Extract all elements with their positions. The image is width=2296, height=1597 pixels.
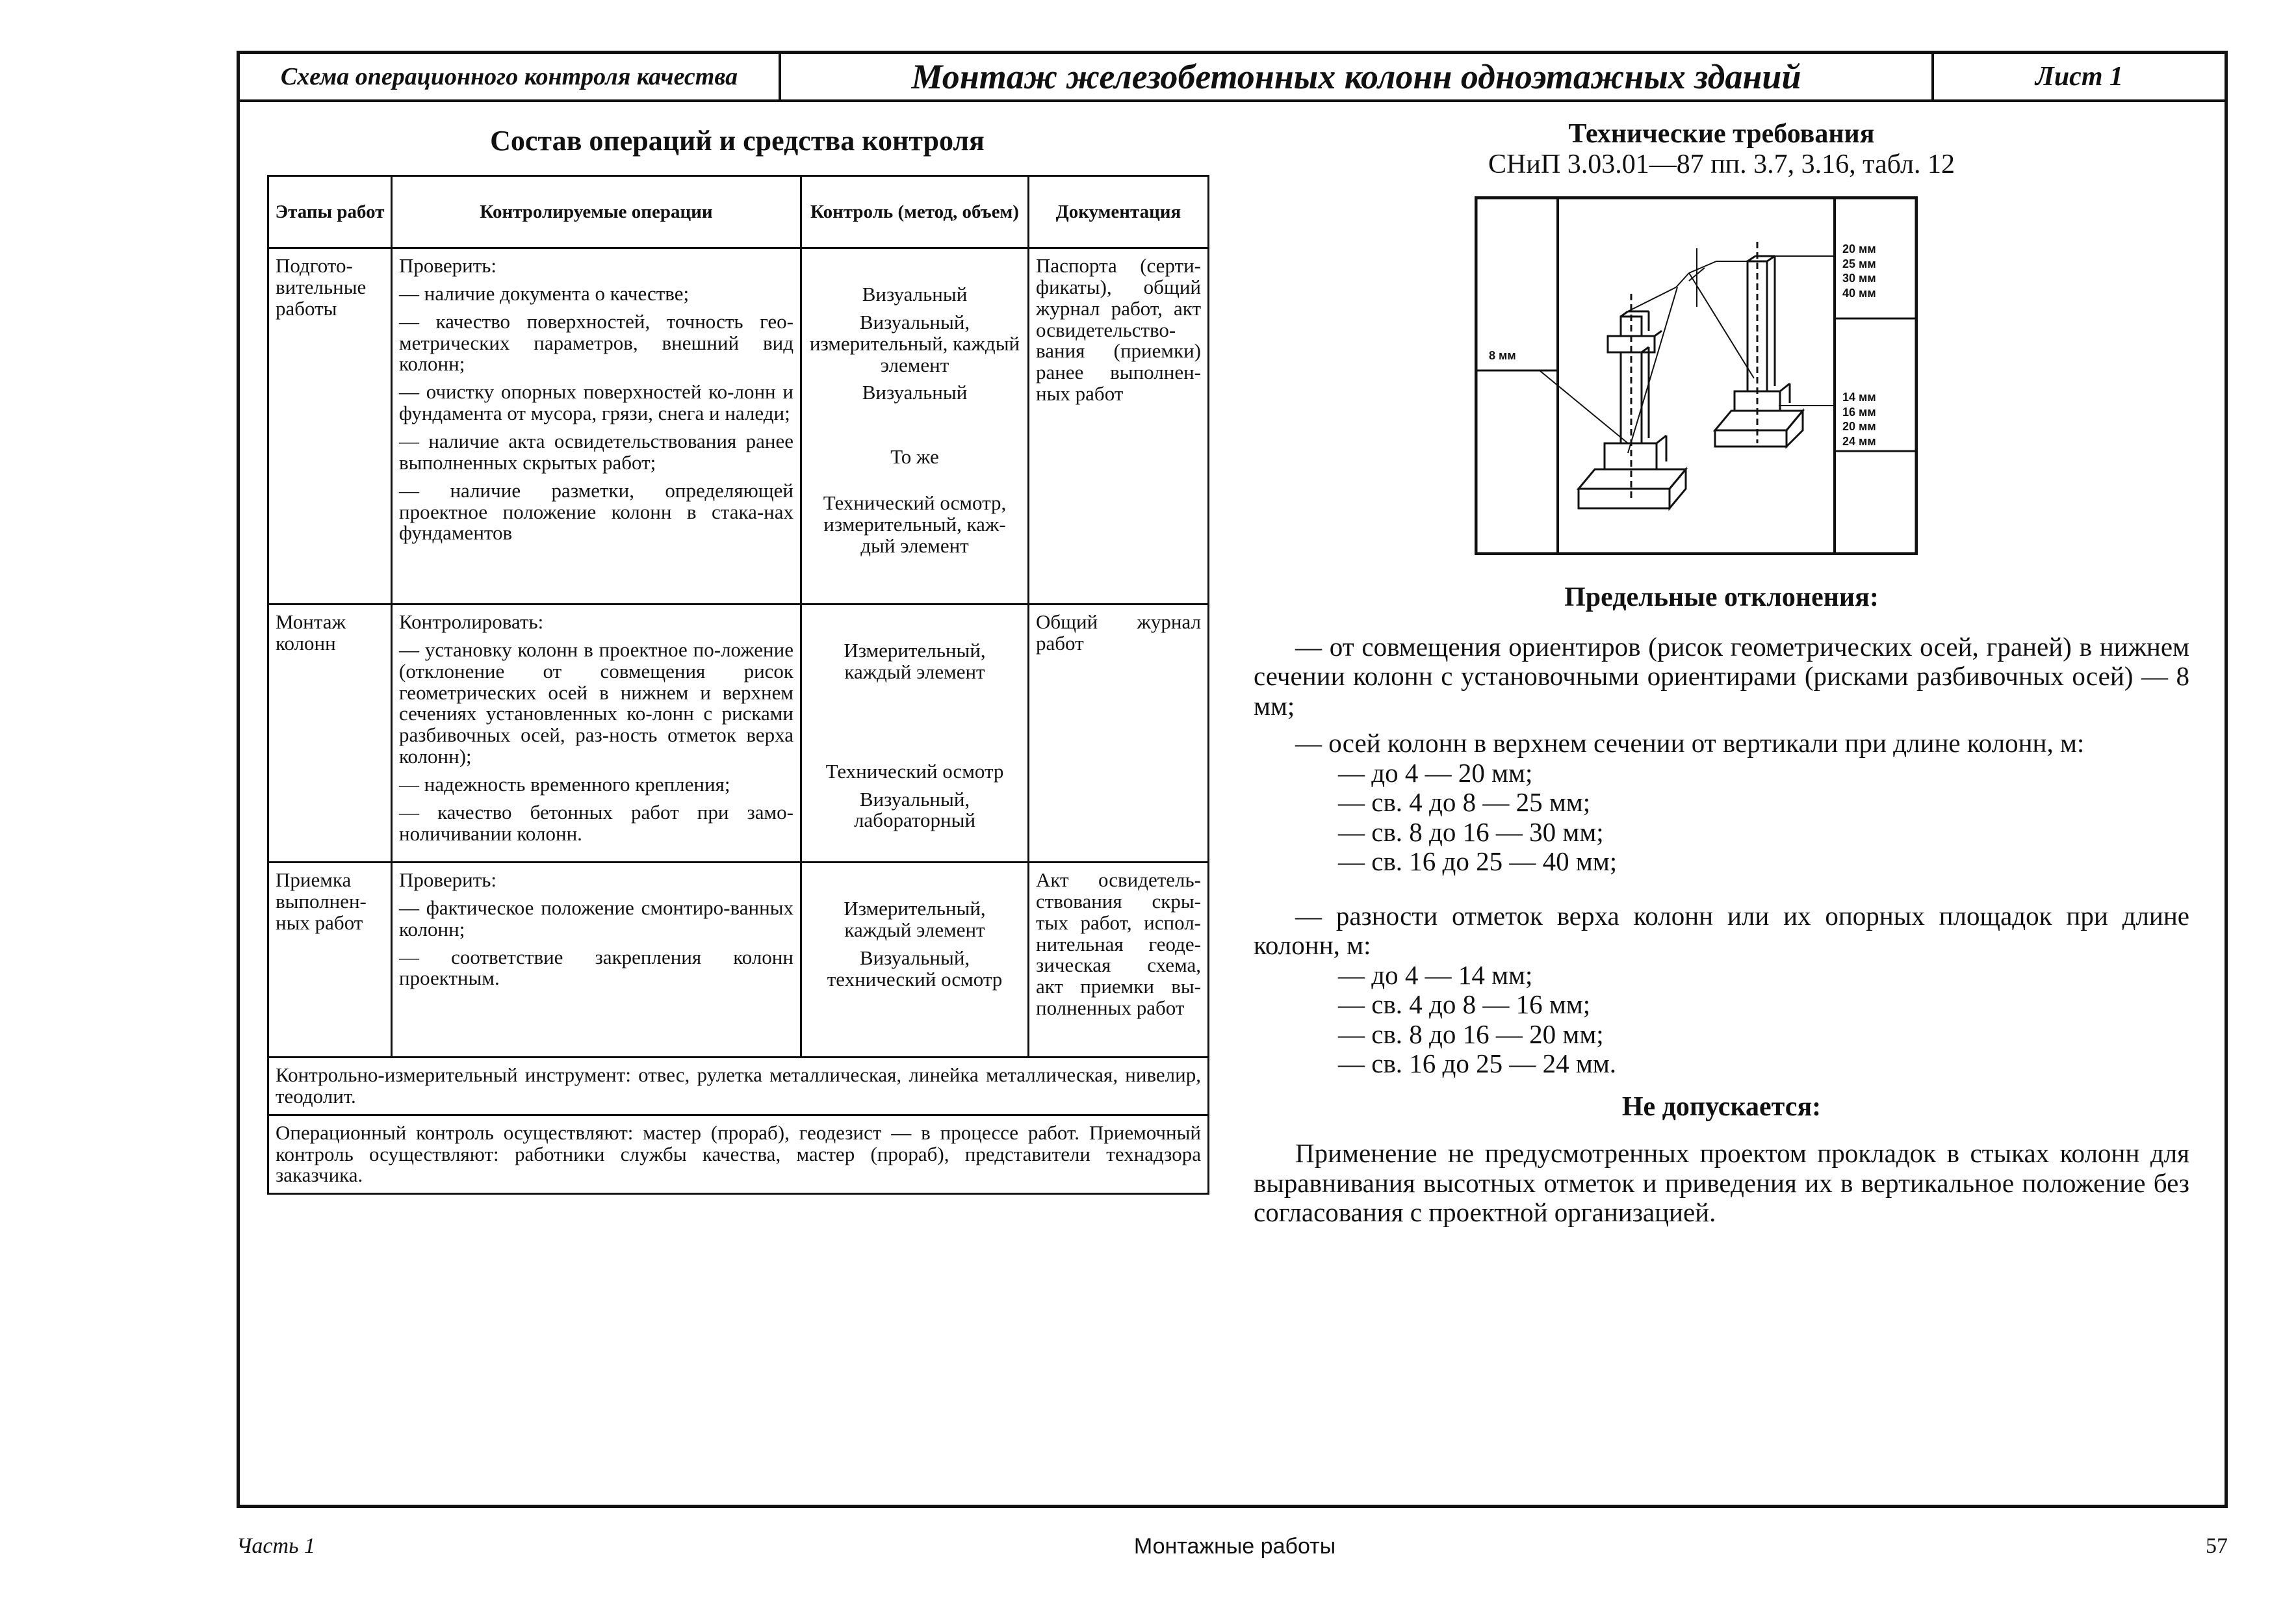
limit-bottom-section: — от совмещения ориентиров (рисок геометрических осей, граней) в нижнем сечении колонн с установочными ориентирами (рисками разбивочных осей) — 8 мм; [1254,631,2189,721]
columns-tolerance-figure [1475,196,1918,555]
control-method: Технический осмотр, измерительный, каж-дый элемент [823,491,1007,557]
operations-cell [392,604,801,863]
control-cell [801,604,1029,863]
limit-verticality: — осей колонн в верхнем сечении от вертикали при длине колонн, м: [1295,728,2085,759]
header-main-title: Монтаж железобетонных колонн одноэтажных зданий [781,54,1934,99]
technical-requirements-column [1254,119,2189,1228]
page-number: 57 [2206,1534,2228,1558]
snip-reference: СНиП 3.03.01—87 пп. 3.7, 3.16, табл. 12 [1488,149,1955,179]
column-header-stage: Этапы работ [268,176,392,248]
list-item: — св. 4 до 8 — 16 мм; [1338,989,1591,1020]
control-method: Визуальный [862,283,968,305]
operation-item: — наличие акта освидетельствования ранее выполненных скрытых работ; [399,430,793,474]
control-method: Измерительный, каждый элемент [844,639,986,683]
column-header-documentation: Документация [1029,176,1209,248]
operations-lead: Контролировать: [399,610,544,633]
column-header-control: Контроль (метод, объем) [801,176,1029,248]
control-responsibility-note: Операционный контроль осуществляют: мастер (прораб), геодезист — в процессе работ. Приемочный контроль осуществляют: работники службы качества, мастер (прораб), представители технадзора заказчика. [268,1115,1209,1194]
operation-item: — очистку опорных поверхностей ко-лонн и фундамента от мусора, грязи, снега и наледи; [399,380,793,425]
forbidden-text: Применение не предусмотренных проектом прокладок в стыках колонн для выравнивания высотных отметок и приведения их в вертикальное положение без согласования с проектной организацией. [1254,1138,2189,1228]
stage-cell: Монтаж колонн [268,604,392,863]
limit-elevation-difference: — разности отметок верха колонн или их опорных площадок при длине колонн, м: [1254,900,2189,961]
list-item: — св. 16 до 25 — 24 мм. [1338,1048,1617,1079]
operations-lead: Проверить: [399,254,497,277]
operation-item: — фактическое положение смонтиро-ванных колонн; [399,896,793,941]
control-cell [801,248,1029,604]
column-header-operations: Контролируемые операции [392,176,801,248]
tolerance-label: 30 мм [1842,272,1876,285]
verticality-list [1338,759,2189,877]
control-method: Визуальный, технический осмотр [827,946,1003,991]
elevation-list [1338,961,2189,1079]
tolerance-label: 20 мм [1842,420,1876,434]
list-item: — св. 4 до 8 — 25 мм; [1338,787,1591,818]
operations-table [267,175,1209,1195]
footer-part: Часть 1 [237,1534,316,1558]
sheet-header [240,54,2225,102]
tolerance-label: 40 мм [1842,286,1876,300]
operation-item: — наличие разметки, определяющей проектное положение колонн в стака-нах фундаментов [399,478,793,545]
forbidden-title: Не допускается: [1621,1091,1822,1122]
tolerance-label: 14 мм [1842,391,1876,404]
operation-item: — качество бетонных работ при замо-ноличивании колонн. [399,800,793,845]
verticality-tolerance-labels [1842,242,1876,300]
list-item: — до 4 — 14 мм; [1338,959,1533,990]
table-row [268,604,1209,863]
control-cell [801,863,1029,1058]
tolerance-label: 20 мм [1842,242,1876,256]
instruments-note: Контрольно-измерительный инструмент: отвес, рулетка металлическая, линейка металлическая, нивелир, теодолит. [268,1058,1209,1115]
control-method: Технический осмотр [825,759,1004,783]
control-note-row [268,1115,1209,1194]
list-item: — св. 16 до 25 — 40 мм; [1338,846,1618,877]
operation-item: — надежность временного крепления; [399,773,730,796]
stage-cell: Приемка выполнен-ных работ [268,863,392,1058]
list-item: — до 4 — 20 мм; [1338,757,1533,788]
documentation-cell: Общий журнал работ [1029,604,1209,863]
instruments-row [268,1058,1209,1115]
operation-item: — установку колонн в проектное по-ложение (отклонение от совмещения рисок геометрических осей в нижнем и верхнем сечениях установленных ко-лонн с рисками разбивочных осей, раз-ность отметок верха колонн); [399,638,793,768]
operation-item: — наличие документа о качестве; [399,281,690,305]
tolerance-label: 24 мм [1842,434,1876,448]
table-row [268,248,1209,604]
bottom-offset-label: 8 мм [1489,349,1516,363]
table-row [268,863,1209,1058]
footer-section: Монтажные работы [1133,1534,1336,1559]
operations-section-title: Состав операций и средства контроля [490,125,985,157]
header-sheet-number: Лист 1 [2035,62,2123,92]
control-method: Измерительный, каждый элемент [844,897,986,941]
control-method: Визуальный, измерительный, каждый элемент [809,310,1020,376]
operations-cell [392,863,801,1058]
control-method: То же [890,445,939,469]
operation-item: — соответствие закрепления колонн проектным. [399,945,793,990]
technical-requirements-title: Технические требования [1568,119,1875,149]
tolerance-label: 16 мм [1842,405,1876,419]
stage-cell: Подгото-вительные работы [268,248,392,604]
table-header-row [268,176,1209,248]
list-item: — св. 8 до 16 — 20 мм; [1338,1019,1604,1049]
page-frame [237,51,2228,1508]
limit-deviations-title: Предельные отклонения: [1564,582,1879,613]
elevation-tolerance-labels [1842,390,1876,448]
operations-cell [392,248,801,604]
documentation-cell: Акт освидетель-ствования скры-тых работ, испол-нительная геоде-зическая схема, акт приемки вы-полненных работ [1029,863,1209,1058]
documentation-cell: Паспорта (серти-фикаты), общий журнал работ, акт освидетельство-вания (приемки) ранее выполнен-ных работ [1029,248,1209,604]
list-item: — св. 8 до 16 — 30 мм; [1338,816,1604,847]
header-scheme-title: Схема операционного контроля качества [240,54,781,99]
control-method: Визуальный [862,381,968,404]
operation-item: — качество поверхностей, точность гео-метрических параметров, внешний вид колонн; [399,309,793,376]
tolerance-label: 25 мм [1842,257,1876,270]
operations-lead: Проверить: [399,868,497,891]
control-method: Визуальный, лабораторный [853,787,976,832]
